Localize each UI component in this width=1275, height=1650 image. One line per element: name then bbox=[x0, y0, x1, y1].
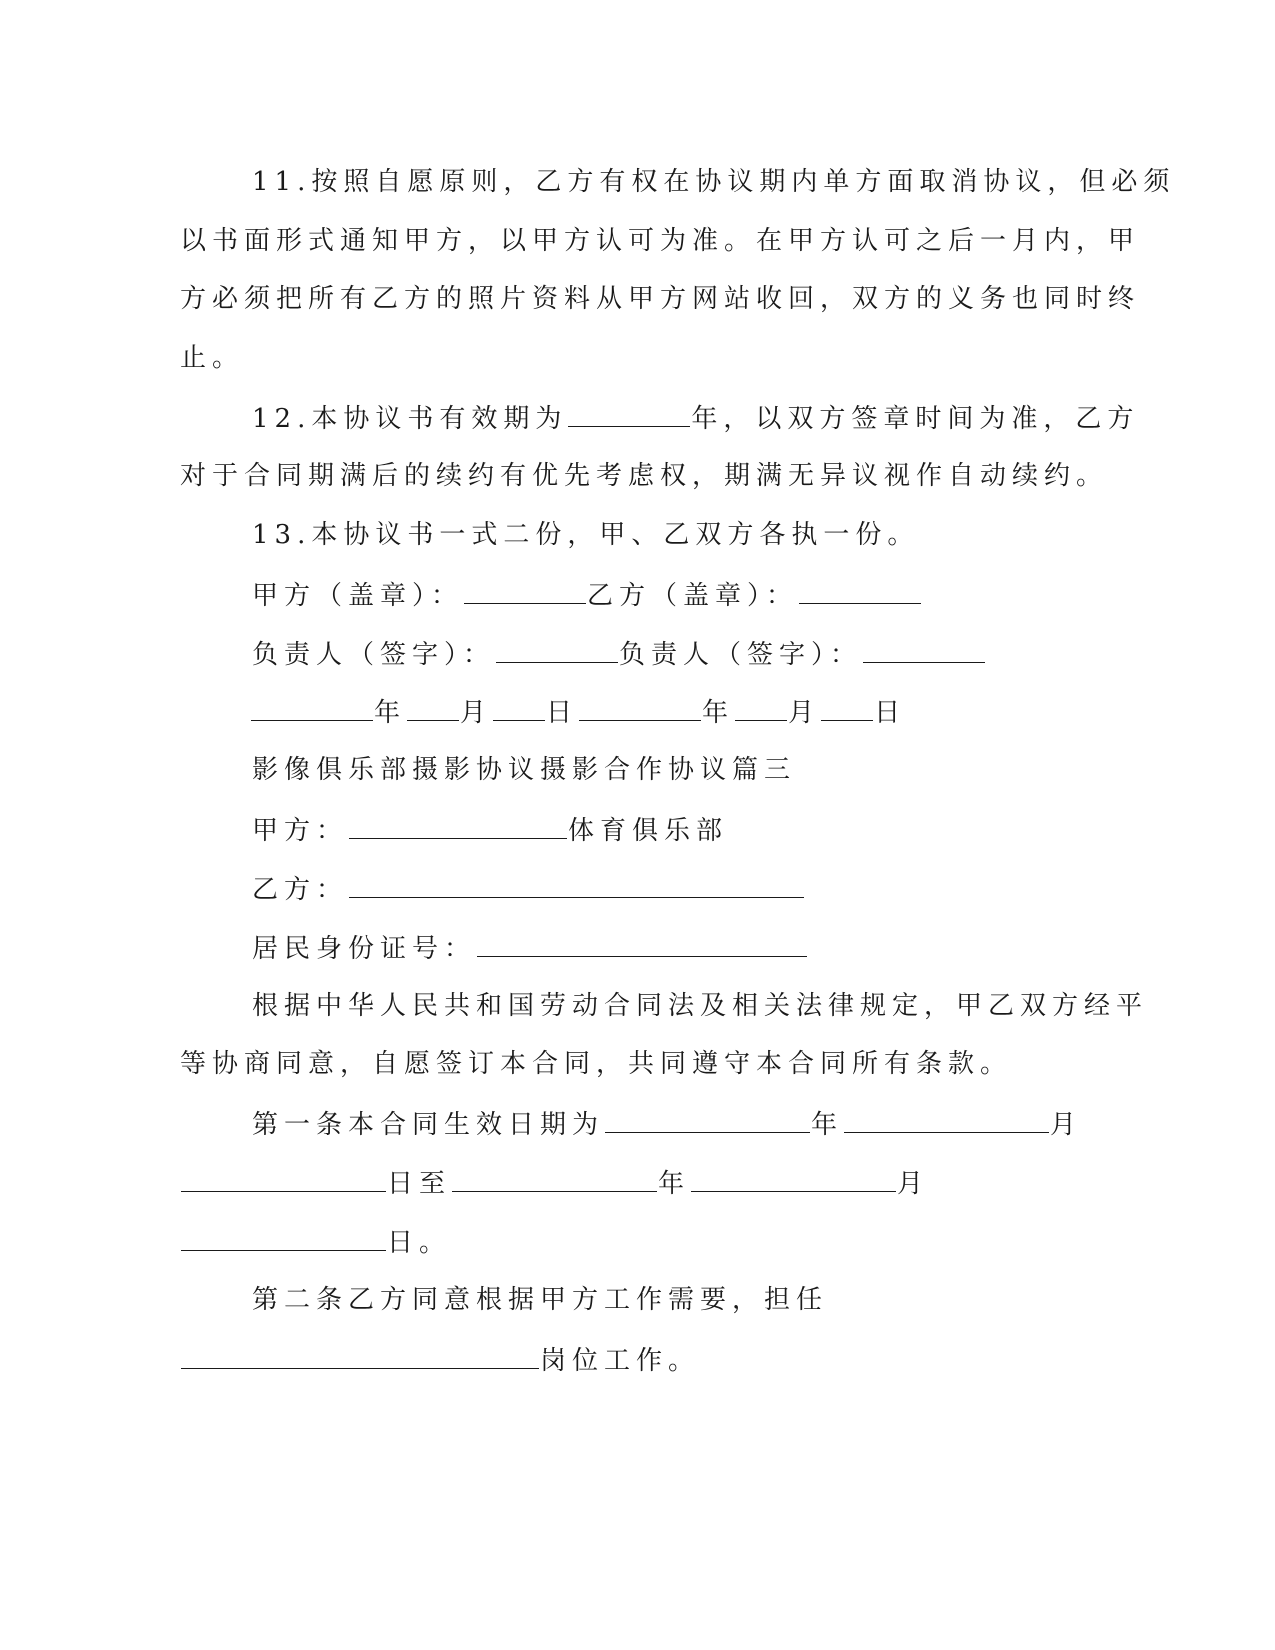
day-to-label: 日至 bbox=[387, 1169, 452, 1199]
validity-years-blank[interactable] bbox=[568, 400, 690, 427]
article-1-line-3 bbox=[180, 1224, 451, 1260]
month-label: 月 bbox=[1050, 1110, 1083, 1140]
end-month-blank[interactable] bbox=[691, 1165, 896, 1192]
year-label: 年 bbox=[374, 698, 407, 728]
year-label: 年 bbox=[658, 1169, 691, 1199]
day-end-label: 日。 bbox=[387, 1228, 452, 1258]
article-1-line-1 bbox=[252, 1106, 1082, 1142]
end-day-blank[interactable] bbox=[181, 1224, 386, 1251]
party-b-label: 乙方： bbox=[252, 875, 349, 905]
position-blank[interactable] bbox=[181, 1342, 539, 1369]
id-label: 居民身份证号： bbox=[252, 934, 477, 964]
end-year-blank[interactable] bbox=[452, 1165, 657, 1192]
article-1-line-2 bbox=[180, 1165, 929, 1201]
date-line bbox=[250, 694, 906, 730]
section-title: 影像俱乐部摄影协议摄影合作协议篇三 bbox=[252, 755, 797, 785]
party-a-day-blank[interactable] bbox=[493, 694, 545, 721]
party-b-year-blank[interactable] bbox=[579, 694, 701, 721]
clause-12-prefix: 12.本协议书有效期为 bbox=[252, 404, 568, 434]
article-1-prefix: 第一条本合同生效日期为 bbox=[252, 1110, 605, 1140]
party-b-seal-blank[interactable] bbox=[799, 577, 921, 604]
month-label: 月 bbox=[788, 698, 821, 728]
id-number-blank[interactable] bbox=[477, 930, 807, 957]
day-label: 日 bbox=[874, 698, 907, 728]
seal-line bbox=[252, 577, 922, 613]
id-line bbox=[252, 930, 808, 966]
day-label: 日 bbox=[546, 698, 579, 728]
party-a-line bbox=[252, 812, 728, 848]
start-day-blank[interactable] bbox=[181, 1165, 386, 1192]
year-label: 年 bbox=[702, 698, 735, 728]
clause-12-line-1 bbox=[252, 400, 1139, 436]
article-2-line-1: 第二条乙方同意根据甲方工作需要，担任 bbox=[252, 1285, 829, 1315]
party-b-signer-label: 负责人（签字）： bbox=[619, 640, 863, 670]
clause-11-line-2: 以书面形式通知甲方，以甲方认可为准。在甲方认可之后一月内，甲 bbox=[180, 226, 1141, 256]
party-b-month-blank[interactable] bbox=[735, 694, 787, 721]
clause-12-line-2: 对于合同期满后的续约有优先考虑权，期满无异议视作自动续约。 bbox=[180, 461, 1109, 491]
position-label: 岗位工作。 bbox=[540, 1346, 701, 1376]
party-a-signer-blank[interactable] bbox=[496, 636, 618, 663]
article-2-line-2 bbox=[180, 1342, 700, 1378]
party-a-seal-label: 甲方（盖章）： bbox=[252, 581, 464, 611]
party-b-line bbox=[252, 871, 805, 907]
party-b-seal-label: 乙方（盖章）： bbox=[587, 581, 799, 611]
party-a-label: 甲方： bbox=[252, 816, 349, 846]
party-a-year-blank[interactable] bbox=[251, 694, 373, 721]
club-label: 体育俱乐部 bbox=[568, 816, 729, 846]
start-year-blank[interactable] bbox=[605, 1106, 810, 1133]
party-b-name-blank[interactable] bbox=[349, 871, 804, 898]
signature-line bbox=[252, 636, 986, 672]
clause-11-line-4: 止。 bbox=[180, 343, 245, 373]
clause-11-line-3: 方必须把所有乙方的照片资料从甲方网站收回，双方的义务也同时终 bbox=[180, 284, 1141, 314]
clause-11-line-1: 11.按照自愿原则，乙方有权在协议期内单方面取消协议，但必须 bbox=[252, 167, 1176, 197]
clause-13: 13.本协议书一式二份，甲、乙双方各执一份。 bbox=[252, 520, 920, 550]
party-a-seal-blank[interactable] bbox=[464, 577, 586, 604]
preamble-line-2: 等协商同意，自愿签订本合同，共同遵守本合同所有条款。 bbox=[180, 1049, 1013, 1079]
month-label: 月 bbox=[460, 698, 493, 728]
preamble-line-1: 根据中华人民共和国劳动合同法及相关法律规定，甲乙双方经平 bbox=[252, 991, 1149, 1021]
party-b-day-blank[interactable] bbox=[821, 694, 873, 721]
month-label: 月 bbox=[897, 1169, 930, 1199]
year-label: 年 bbox=[811, 1110, 844, 1140]
party-b-signer-blank[interactable] bbox=[863, 636, 985, 663]
clause-12-suffix: 年，以双方签章时间为准，乙方 bbox=[691, 404, 1140, 434]
party-a-month-blank[interactable] bbox=[407, 694, 459, 721]
party-a-signer-label: 负责人（签字）： bbox=[252, 640, 496, 670]
start-month-blank[interactable] bbox=[844, 1106, 1049, 1133]
party-a-name-blank[interactable] bbox=[349, 812, 567, 839]
